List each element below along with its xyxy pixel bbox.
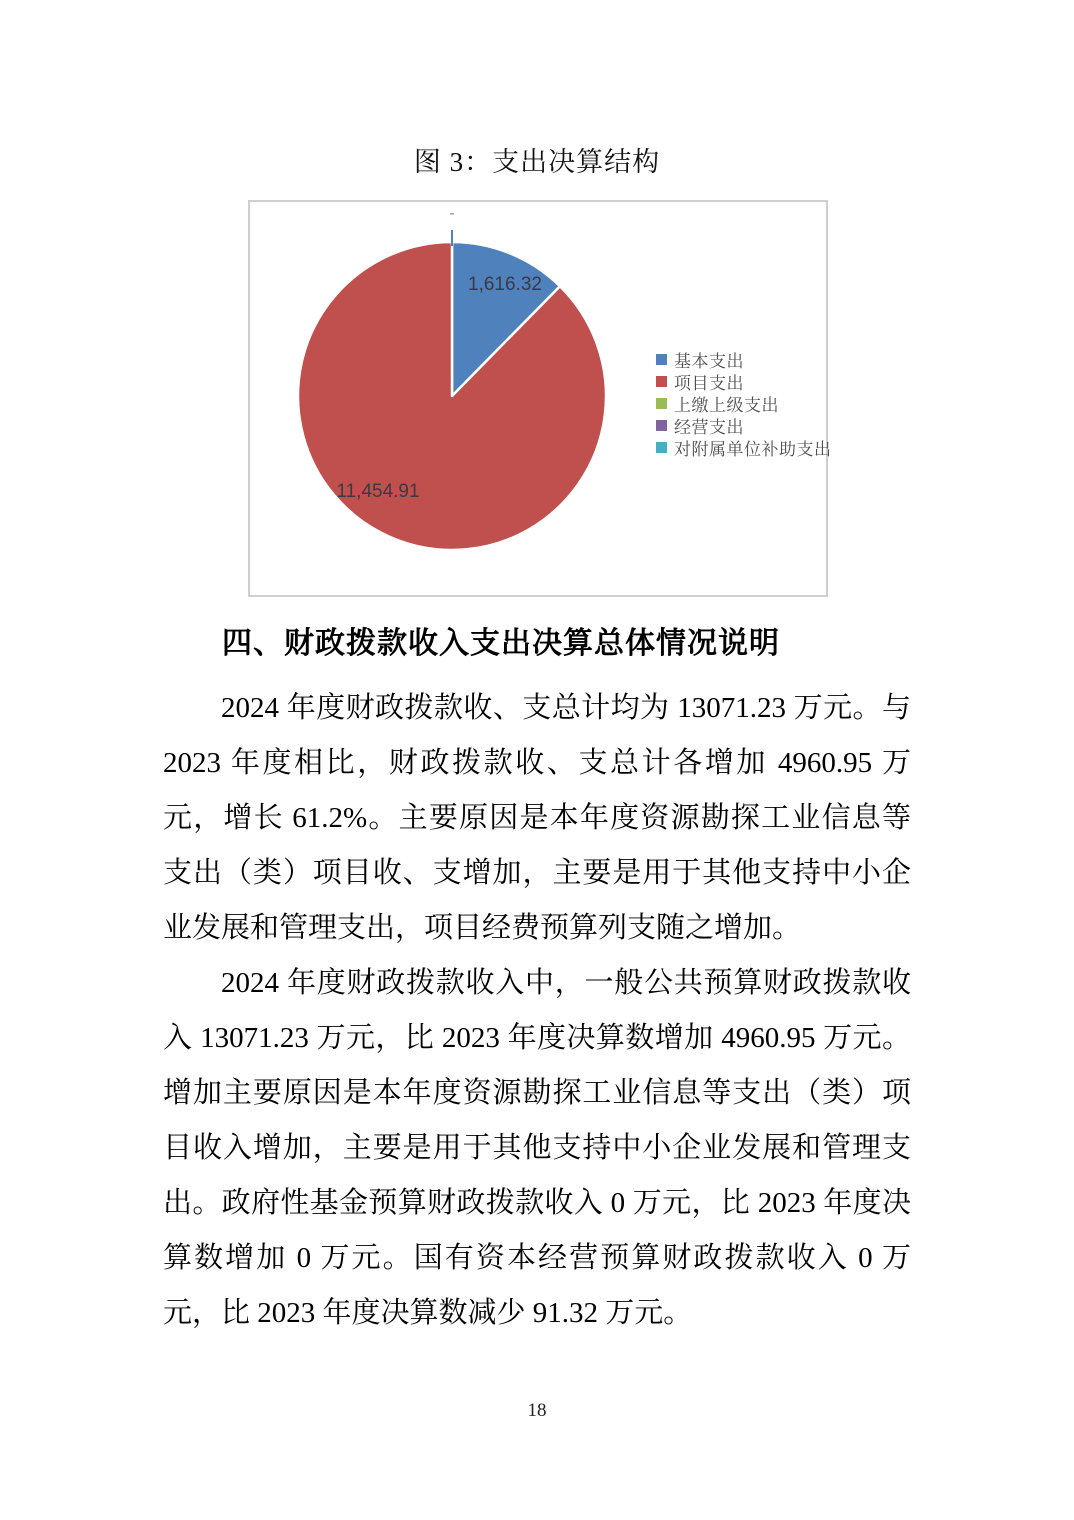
legend-swatch-icon [656, 420, 667, 431]
legend-label: 对附属单位补助支出 [674, 439, 832, 459]
body-text [163, 681, 911, 1341]
legend-label: 经营支出 [674, 417, 744, 437]
page-number: 18 [527, 1400, 547, 1421]
legend-label: 项目支出 [674, 373, 744, 393]
legend-swatch-icon [656, 398, 667, 409]
legend-swatch-icon [656, 442, 667, 453]
legend [656, 348, 832, 458]
legend-item-2 [656, 392, 832, 414]
legend-swatch-icon [656, 376, 667, 387]
legend-label: 基本支出 [674, 351, 744, 371]
legend-label: 上缴上级支出 [674, 395, 779, 415]
data-label-basic-expenditure: 1,616.32 [468, 274, 542, 295]
legend-swatch-icon [656, 354, 667, 365]
pie-chart-frame [248, 200, 832, 597]
legend-item-1 [656, 370, 832, 392]
zero-value-data-label: - [449, 205, 455, 222]
section-heading: 四、财政拨款收入支出决算总体情况说明 [222, 627, 780, 660]
figure-title: 图 3：支出决算结构 [413, 147, 661, 177]
paragraph-fiscal-totals: 2024 年度财政拨款收、支总计均为 13071.23 万元。与 2023 年度相比，财政拨款收、支总计各增加 4960.95 万元，增长 61.2%。主要原因是本年度资源勘探工业信息等支出（类）项目收、支增加，主要是用于其他支持中小企业发展和管理支出，项目经费预算列支随之增加。 [163, 692, 911, 944]
legend-item-3 [656, 414, 832, 436]
data-label-project-expenditure: 11,454.91 [336, 481, 420, 502]
paragraph-fiscal-income: 2024 年度财政拨款收入中，一般公共预算财政拨款收入 13071.23 万元，比 2023 年度决算数增加 4960.95 万元。增加主要原因是本年度资源勘探工业信息等支出（类）项目收入增加，主要是用于其他支持中小企业发展和管理支出。政府性基金预算财政拨款收入 0 万元，比 2023 年度决算数增加 0 万元。国有资本经营预算财政拨款收入 0 万元，比 2023 年度决算数减少 91.32 万元。 [163, 967, 911, 1329]
legend-item-0 [656, 348, 832, 370]
legend-item-4 [656, 436, 832, 458]
